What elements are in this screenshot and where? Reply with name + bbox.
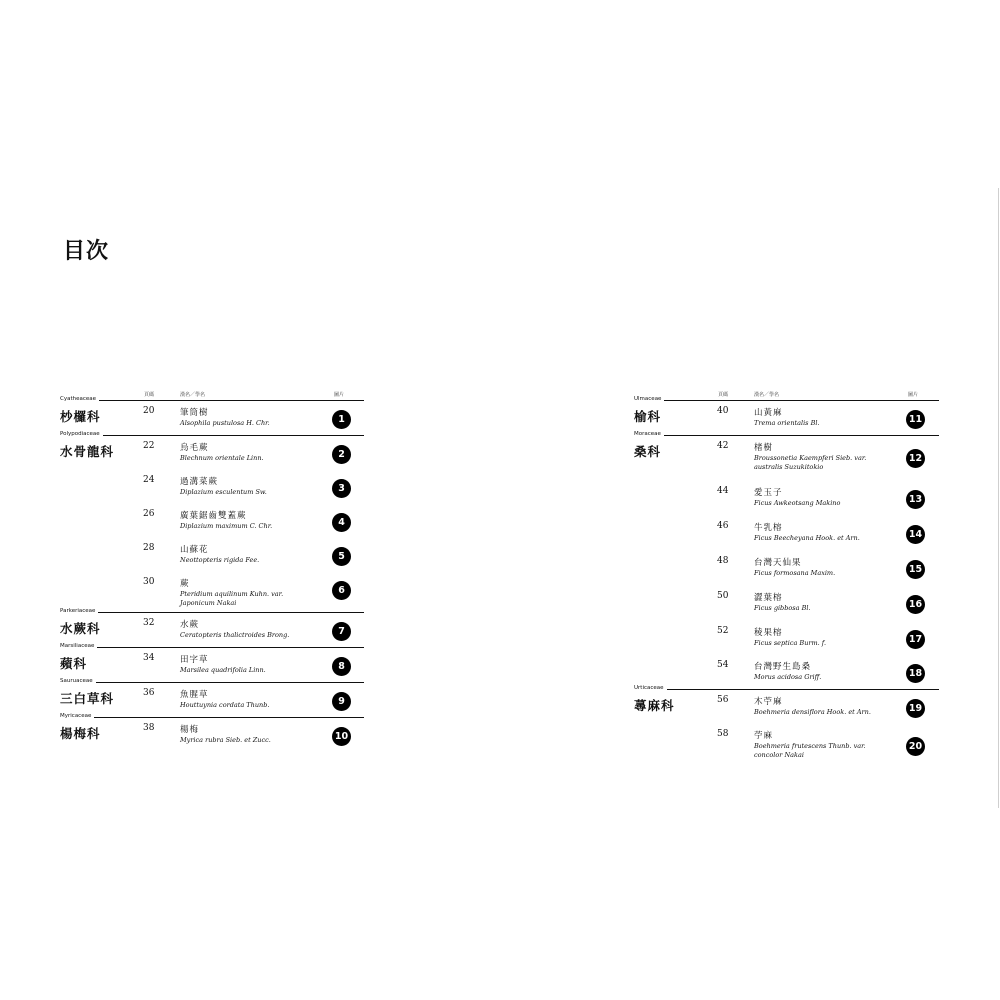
header-name: 漢名／學名 bbox=[180, 392, 206, 398]
toc-entry[interactable] bbox=[634, 586, 939, 621]
plant-scientific-name: Blechnum orientale Linn. bbox=[180, 454, 264, 462]
family-group bbox=[634, 431, 939, 689]
plant-scientific-name: Diplazium maximum C. Chr. bbox=[180, 522, 273, 530]
plant-scientific-name: Ceratopteris thalictroides Brong. bbox=[180, 631, 290, 639]
toc-entry[interactable] bbox=[634, 551, 939, 586]
header-page: 頁碼 bbox=[718, 392, 729, 398]
plant-scientific-name: Ficus Awkeotsang Makino bbox=[754, 499, 841, 507]
toc-entry[interactable] bbox=[634, 436, 939, 481]
family-latin-name: Ulmaceae bbox=[634, 396, 664, 402]
page-spine-line bbox=[998, 188, 999, 808]
plant-scientific-name: Houttuynia cordata Thunb. bbox=[180, 701, 270, 709]
page-number: 36 bbox=[143, 688, 155, 698]
toc-entry[interactable] bbox=[60, 436, 364, 470]
plant-scientific-name: Ficus Beecheyana Hook. et Arn. bbox=[754, 534, 860, 542]
toc-entry[interactable] bbox=[634, 621, 939, 655]
column-header bbox=[634, 388, 939, 400]
toc-entry[interactable] bbox=[60, 504, 364, 538]
figure-number-badge[interactable]: 6 bbox=[332, 581, 351, 600]
figure-number-badge[interactable]: 8 bbox=[332, 657, 351, 676]
family-group bbox=[60, 431, 364, 612]
plant-chinese-name: 愛玉子 bbox=[754, 488, 783, 498]
figure-number-badge[interactable]: 5 bbox=[332, 547, 351, 566]
page-number: 58 bbox=[717, 729, 729, 739]
toc-entry[interactable] bbox=[60, 538, 364, 572]
family-chinese-name: 楊梅科 bbox=[60, 726, 101, 741]
plant-chinese-name: 木苧麻 bbox=[754, 697, 783, 707]
family-latin-name: Myricaceae bbox=[60, 713, 94, 719]
family-group bbox=[634, 396, 939, 435]
toc-entry[interactable] bbox=[60, 648, 364, 682]
toc-entry[interactable] bbox=[634, 690, 939, 724]
page-number: 56 bbox=[717, 695, 729, 705]
header-page: 頁碼 bbox=[144, 392, 155, 398]
plant-chinese-name: 牛乳榕 bbox=[754, 523, 783, 533]
figure-number-badge[interactable]: 20 bbox=[906, 737, 925, 756]
plant-scientific-name: Pteridium aquilinum Kuhn. var. Japonicum Nakai bbox=[180, 590, 284, 607]
figure-number-badge[interactable]: 9 bbox=[332, 692, 351, 711]
plant-chinese-name: 田字草 bbox=[180, 655, 209, 665]
figure-number-badge[interactable]: 19 bbox=[906, 699, 925, 718]
plant-chinese-name: 稜果榕 bbox=[754, 628, 783, 638]
page-number: 54 bbox=[717, 660, 729, 670]
plant-scientific-name: Neottopteris rigida Fee. bbox=[180, 556, 260, 564]
page-number: 32 bbox=[143, 618, 155, 628]
page-title: 目次 bbox=[63, 239, 110, 264]
page-number: 38 bbox=[143, 723, 155, 733]
plant-scientific-name: Boehmeria densiflora Hook. et Arn. bbox=[754, 708, 871, 716]
header-figure: 圖片 bbox=[334, 392, 345, 398]
plant-chinese-name: 苧麻 bbox=[754, 731, 774, 741]
figure-number-badge[interactable]: 18 bbox=[906, 664, 925, 683]
family-latin-name: Urticaceae bbox=[634, 685, 667, 691]
plant-scientific-name: Ficus gibbosa Bl. bbox=[754, 604, 811, 612]
plant-scientific-name: Alsophila pustulosa H. Chr. bbox=[180, 419, 270, 427]
family-chinese-name: 蘋科 bbox=[60, 656, 88, 671]
plant-scientific-name: Broussonetia Kaempferi Sieb. var. australis Suzukitokio bbox=[754, 454, 867, 471]
plant-chinese-name: 台灣野生島桑 bbox=[754, 662, 812, 672]
figure-number-badge[interactable]: 3 bbox=[332, 479, 351, 498]
family-chinese-name: 杪欏科 bbox=[60, 409, 101, 424]
plant-chinese-name: 魚腥草 bbox=[180, 690, 209, 700]
page-number: 30 bbox=[143, 577, 155, 587]
figure-number-badge[interactable]: 10 bbox=[332, 727, 351, 746]
plant-chinese-name: 楊梅 bbox=[180, 725, 200, 735]
figure-number-badge[interactable]: 7 bbox=[332, 622, 351, 641]
family-chinese-name: 水蕨科 bbox=[60, 621, 101, 636]
plant-chinese-name: 水蕨 bbox=[180, 620, 200, 630]
family-group bbox=[60, 608, 364, 647]
toc-entry[interactable] bbox=[60, 613, 364, 647]
plant-chinese-name: 過溝菜蕨 bbox=[180, 477, 219, 487]
figure-number-badge[interactable]: 2 bbox=[332, 445, 351, 464]
page-number: 52 bbox=[717, 626, 729, 636]
family-latin-name: Parkeriaceae bbox=[60, 608, 98, 614]
plant-chinese-name: 烏毛蕨 bbox=[180, 443, 209, 453]
toc-entry[interactable] bbox=[60, 470, 364, 504]
family-latin-name: Sauruaceae bbox=[60, 678, 96, 684]
figure-number-badge[interactable]: 4 bbox=[332, 513, 351, 532]
plant-chinese-name: 筆筒樹 bbox=[180, 408, 209, 418]
toc-entry[interactable] bbox=[634, 724, 939, 764]
plant-chinese-name: 台灣天仙果 bbox=[754, 558, 802, 568]
family-group bbox=[634, 685, 939, 764]
figure-number-badge[interactable]: 16 bbox=[906, 595, 925, 614]
plant-chinese-name: 蕨 bbox=[180, 579, 190, 589]
family-latin-name: Moraceae bbox=[634, 431, 664, 437]
plant-scientific-name: Diplazium esculentum Sw. bbox=[180, 488, 267, 496]
figure-number-badge[interactable]: 11 bbox=[906, 410, 925, 429]
page-number: 28 bbox=[143, 543, 155, 553]
family-latin-name: Polypodiaceae bbox=[60, 431, 103, 437]
plant-scientific-name: Ficus formosana Maxim. bbox=[754, 569, 836, 577]
figure-number-badge[interactable]: 15 bbox=[906, 560, 925, 579]
toc-entry[interactable] bbox=[60, 718, 364, 752]
page-number: 42 bbox=[717, 441, 729, 451]
family-latin-name: Marsiliaceae bbox=[60, 643, 97, 649]
plant-scientific-name: Trema orientalis Bl. bbox=[754, 419, 820, 427]
plant-scientific-name: Morus acidosa Griff. bbox=[754, 673, 822, 681]
family-chinese-name: 水骨龍科 bbox=[60, 444, 115, 459]
plant-scientific-name: Boehmeria frutescens Thunb. var. concolor Nakai bbox=[754, 742, 866, 759]
toc-entry[interactable] bbox=[60, 683, 364, 717]
column-header bbox=[60, 388, 364, 400]
family-chinese-name: 蕁麻科 bbox=[634, 698, 675, 713]
figure-number-badge[interactable]: 13 bbox=[906, 490, 925, 509]
figure-number-badge[interactable]: 12 bbox=[906, 449, 925, 468]
family-chinese-name: 三白草科 bbox=[60, 691, 115, 706]
header-name: 漢名／學名 bbox=[754, 392, 780, 398]
toc-entry[interactable] bbox=[634, 481, 939, 516]
page-number: 46 bbox=[717, 521, 729, 531]
figure-number-badge[interactable]: 17 bbox=[906, 630, 925, 649]
page-number: 22 bbox=[143, 441, 155, 451]
family-group bbox=[60, 678, 364, 717]
page-number: 34 bbox=[143, 653, 155, 663]
page-number: 44 bbox=[717, 486, 729, 496]
plant-scientific-name: Myrica rubra Sieb. et Zucc. bbox=[180, 736, 271, 744]
header-figure: 圖片 bbox=[908, 392, 919, 398]
plant-scientific-name: Ficus septica Burm. f. bbox=[754, 639, 827, 647]
plant-chinese-name: 澀葉榕 bbox=[754, 593, 783, 603]
toc-entry[interactable] bbox=[634, 401, 939, 435]
toc-entry[interactable] bbox=[60, 401, 364, 435]
figure-number-badge[interactable]: 14 bbox=[906, 525, 925, 544]
figure-number-badge[interactable]: 1 bbox=[332, 410, 351, 429]
page-number: 40 bbox=[717, 406, 729, 416]
plant-chinese-name: 山黃麻 bbox=[754, 408, 783, 418]
family-chinese-name: 榆科 bbox=[634, 409, 662, 424]
toc-entry[interactable] bbox=[634, 516, 939, 551]
page-number: 26 bbox=[143, 509, 155, 519]
family-chinese-name: 桑科 bbox=[634, 444, 662, 459]
toc-entry[interactable] bbox=[60, 572, 364, 612]
page-number: 48 bbox=[717, 556, 729, 566]
family-group bbox=[60, 713, 364, 752]
toc-right-column bbox=[634, 388, 939, 764]
plant-chinese-name: 楮樹 bbox=[754, 443, 774, 453]
toc-entry[interactable] bbox=[634, 655, 939, 689]
plant-chinese-name: 山蘇花 bbox=[180, 545, 209, 555]
family-group bbox=[60, 643, 364, 682]
plant-scientific-name: Marsilea quadrifolia Linn. bbox=[180, 666, 266, 674]
family-latin-name: Cyatheaceae bbox=[60, 396, 99, 402]
page-number: 24 bbox=[143, 475, 155, 485]
page-number: 50 bbox=[717, 591, 729, 601]
page-number: 20 bbox=[143, 406, 155, 416]
plant-chinese-name: 廣葉鋸齒雙蓋蕨 bbox=[180, 511, 247, 521]
family-group bbox=[60, 396, 364, 435]
toc-left-column bbox=[60, 388, 364, 752]
